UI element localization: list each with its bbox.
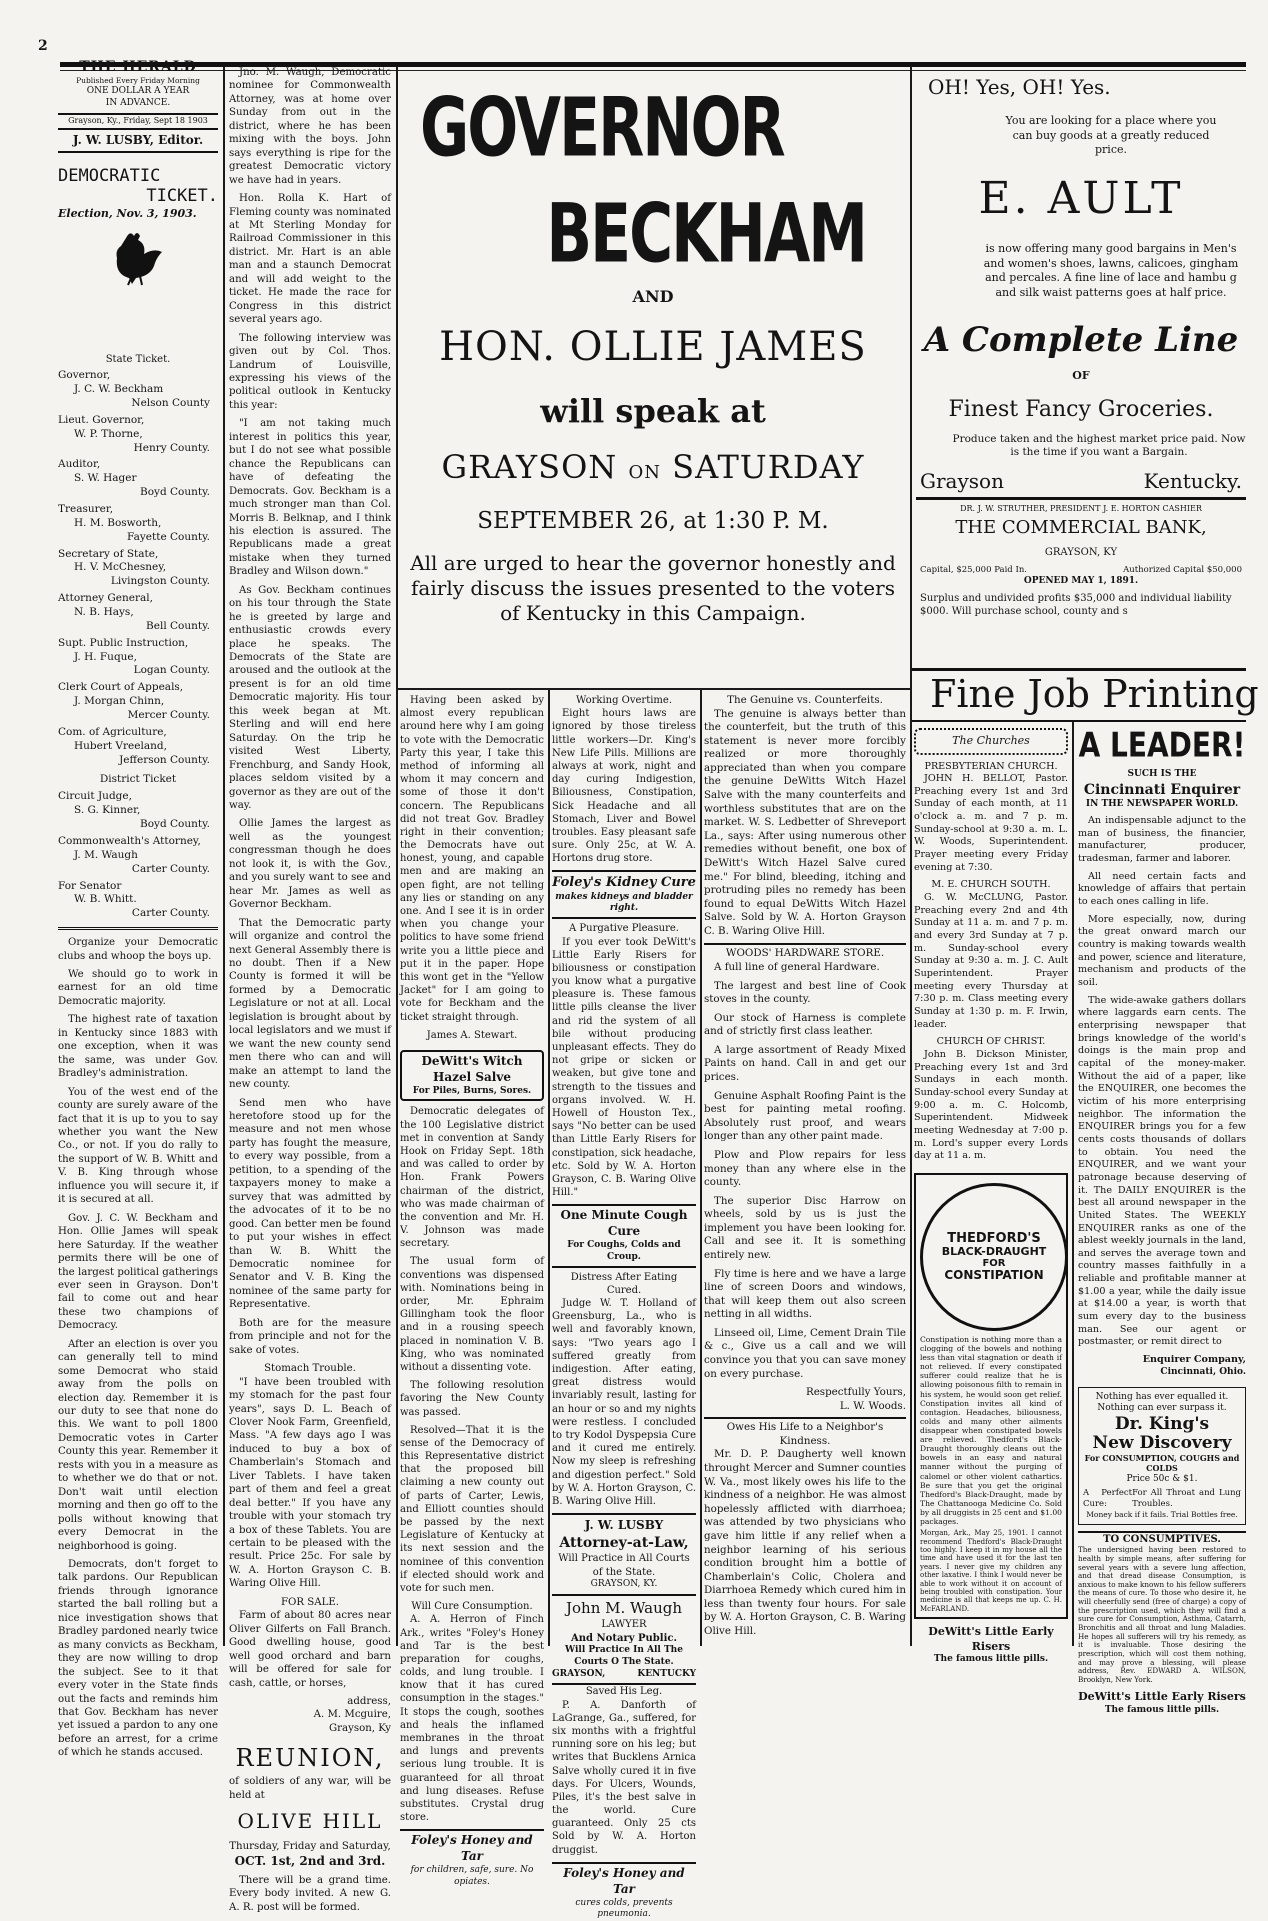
column-rule bbox=[700, 690, 702, 1646]
ticket-entry: Attorney General, N. B. Hays, Bell County. bbox=[58, 592, 210, 632]
woods-title: WOODS' HARDWARE STORE. bbox=[704, 943, 906, 961]
fine-job-printing: Fine Job Printing bbox=[930, 672, 1259, 716]
presbyterian-text: JOHN H. BELLOT, Pastor. Preaching every 1st and 3rd Sunday of each month, at 11 o'clock a. m. and 7 p. m. Sunday-school at 9:30 a. m. L. W. Woods, Superintendent. Prayer meeting every Friday evening at 7:30. bbox=[914, 773, 1068, 873]
ticket-entry: For Senator W. B. Whitt. Carter County. bbox=[58, 879, 210, 920]
column-rule bbox=[910, 66, 912, 1646]
ad-beckham: BECKHAM bbox=[546, 187, 866, 282]
presbyterian-title: PRESBYTERIAN CHURCH. bbox=[924, 760, 1058, 772]
complete-line: A Complete Line bbox=[923, 320, 1239, 361]
woods-paragraph: The largest and best line of Cook stoves in the county. bbox=[704, 979, 906, 1006]
overtime-text: Eight hours laws are ignored by those tireless little workers—Dr. King's New Life Pills. Millions are always at work, night and day curing Indigestion, Biliousness, Constipation, Sick Headache and all Stomach, Liver and Bowel troubles. Easy pleasant safe sure. Only 25c, at W. A. Hortons drug store. bbox=[552, 708, 696, 865]
kentucky-label: Kentucky. bbox=[1143, 469, 1242, 494]
reunion-dates: Thursday, Friday and Saturday, bbox=[229, 1841, 391, 1853]
ticket-title bbox=[58, 167, 218, 206]
rooster-icon bbox=[108, 228, 168, 286]
black-draught-ad bbox=[914, 1173, 1068, 1619]
leader-title: A LEADER! bbox=[1078, 725, 1246, 766]
cure-consumption-text: A. A. Herron of Finch Ark., writes "Foley's Honey and Tar is the best preparation for coughs, colds, and lung trouble. I know that it has cured consumption in the stages." It stops the cough, soothes and heals the inflamed membranes in the throat and lungs and prevents serious lung trouble. It is guaranteed for all throat and lung diseases. Refuse substitutes. Crystal drug store. bbox=[400, 1614, 544, 1824]
dewitt-salve-title: DeWitt's Witch Hazel Salve bbox=[421, 1053, 523, 1084]
paragraph: As Gov. Beckham continues on his tour through the State he is greeted by large and enthusiastic crowds every place he speaks. The Democrats of the State are aroused and the outlook at the present is for an old time Democratic majority. His tour this week began at Mt. Sterling and will end here Saturday. On the trip he visited West Liberty, Frenchburg, and Sandy Hook, places seldom visited by a governor as they are out of the way. bbox=[229, 584, 391, 812]
early-risers-ad-right: DeWitt's Little Early Risers The famous little pills. bbox=[1078, 1690, 1246, 1715]
paragraph: Both are for the measure from principle and not for the sake of votes. bbox=[229, 1317, 391, 1356]
district-ticket-label: District Ticket bbox=[99, 773, 177, 786]
reunion-dates-2: OCT. 1st, 2nd and 3rd. bbox=[234, 1853, 386, 1868]
leg-title: Saved His Leg. bbox=[552, 1683, 696, 1698]
woods-paragraph: Plow and Plow repairs for less money than any where else in the county. bbox=[704, 1148, 906, 1189]
right-top-ads bbox=[916, 74, 1259, 734]
bank-capital-row: Capital, $25,000 Paid In. Authorized Capital $50,000 bbox=[920, 565, 1242, 576]
paragraph: After an election is over you can generally tell to mind some Democrat who staid away from the polls on election day. Remember it is our duty to see that none do this. We want to poll 1800 Democratic votes in Carter County this year. Remember it rests with you in a measure as to whether we do that or not. Don't wait until election morning and then go off to the polls without knowing that every Democrat in the neighborhood is going. bbox=[58, 1338, 218, 1552]
column-2 bbox=[229, 66, 391, 1913]
consumptives-title: TO CONSUMPTIVES. bbox=[1078, 1531, 1246, 1546]
column-3 bbox=[400, 694, 544, 1887]
stomach-title: Stomach Trouble. bbox=[264, 1363, 356, 1375]
ad-will-speak: will speak at bbox=[540, 391, 766, 430]
purgative-title: A Purgative Pleasure. bbox=[569, 923, 679, 935]
spacer bbox=[58, 293, 218, 353]
churches-column bbox=[914, 728, 1068, 1665]
churches-title: The Churches bbox=[914, 728, 1068, 755]
enquirer-column bbox=[1078, 725, 1246, 1715]
paragraph: Democrats, don't forget to talk pardons. Our Republican friends through ignorance started the ball rolling but a nice investigation shows that Bradley pardoned nearly twice as many convicts as Beckham, they are now willing to drop the subject. See to it that every voter in the State finds out the facts and reminds him that Gov. Beckham has never yet issued a pardon to any one before an arrest, for a crime of which he stands accused. bbox=[58, 1559, 218, 1759]
woods-sign: L. W. Woods. bbox=[839, 1399, 906, 1412]
for-sale-title: FOR SALE. bbox=[280, 1596, 340, 1608]
ad-ollie-james: HON. OLLIE JAMES bbox=[439, 324, 867, 371]
leader-company: Enquirer Company, bbox=[1142, 1354, 1246, 1366]
ticket-entry: Com. of Agriculture, Hubert Vreeland, Jefferson County. bbox=[58, 725, 210, 766]
reunion-text: There will be a grand time. Every body invited. A new G. A. R. post will be formed. bbox=[229, 1874, 391, 1913]
stomach-text: "I have been troubled with my stomach for the past four years", says D. L. Beach of Clover Nook Farm, Greenfield, Mass. "A few days ago I was induced to buy a box of Chamberlain's Stomach and Liver Tablets. I have taken part of them and feel a great deal better." If you have any trouble with your stomach try a box of these Tablets. You are certain to be pleased with the result. Price 25c. For sale by W. A. Horton Grayson C. B. Waring Olive Hill. bbox=[229, 1376, 391, 1590]
black-draught-text: Constipation is nothing more than a clogging of the bowels and nothing less than vital stagnation or death if not relieved. If every constipated sufferer could realize that he is allowing poisonous filth to remain in his system, he would soon get relief. Constipation invites all kind of contagion. Headaches, biliousness, colds and many other ailments disappear when constipated bowels are relieved. Thedford's Black-Draught thoroughly cleans out the bowels in an easy and natural manner without the purging of calomel or other violent cathartics. Be sure that you get the original Thedford's Black-Draught, made by The Chattanooga Medicine Co. Sold by all druggists in 25 cent and $1.00 packages. bbox=[920, 1334, 1062, 1527]
ticket-entry: Circuit Judge, S. G. Kinner, Boyd County. bbox=[58, 790, 210, 831]
leader-paragraph: All need certain facts and knowledge of affairs that pertain to each ones calling in life. bbox=[1078, 870, 1246, 908]
genuine-text: The genuine is always better than the counterfeit, but the truth of this statement is never more forcibly realized or more thoroughly appreciated than when you compare the genuine DeWitts Witch Hazel Salve with the many counterfeits and worthless substitutes that are on the market. W. S. Ledbetter of Shreveport La., says: After using numerous other remedies without benefit, one box of DeWitt's Witch Hazel Salve cured me." For blind, bleeding, itching and protruding piles no remedy has been found to equal DeWitts Witch Hazel Salve. Sold by W. A. Horton Grayson C. B. Waring Olive Hill. bbox=[704, 707, 906, 937]
christ-text: John B. Dickson Minister, Preaching every 1st and 3rd Sundays in each month. Sunday-school every Sunday at 9:00 a. m. C. Holcomb, Superintendent. Midweek meeting Wednesday at 7:00 p. m. Lord's supper every Lords day at 11 a. m. bbox=[914, 1048, 1068, 1162]
paragraph: That the Democratic party will organize and control the next General Assembly there is no doubt. Then if a New County is formed it will be formed by a Democratic Legislature or not at all. Local legislation is brought about by local legislators and we must if we want the new county send men there who can and will make an attempt to land the new county. bbox=[229, 917, 391, 1091]
leader-sub: SUCH IS THE bbox=[1127, 768, 1197, 779]
district-ticket-list bbox=[58, 790, 218, 921]
dewitt-salve-ad bbox=[400, 1050, 544, 1102]
leader-paragraph: More especially, now, during the great onward march our country is making towards wealth and power, science and literature, mechanism and products of the soil. bbox=[1078, 913, 1246, 989]
ticket-entry: Commonwealth's Attorney, J. M. Waugh Carter County. bbox=[58, 834, 210, 875]
paragraph: Ollie James the largest as well as the youngest congressman though he does not look it, is with the Gov., and you surely want to see and hear Mr. James as well as Governor Beckham. bbox=[229, 818, 391, 911]
paragraph: "I am not taking much interest in politics this year, but I do not see what possible chance the Republicans can have of defeating the Democrats. Gov. Beckham is a much stronger man than Col. Morris B. Belknap, and I think his election is assured. The Republicans made a great mistake when they turned Bradley and Wilson down." bbox=[229, 418, 391, 578]
ad-urge: All are urged to hear the governor honestly and fairly discuss the issues presented to the voters of Kentucky in this Campaign. bbox=[410, 550, 896, 625]
for-sale-sign: A. M. Mcguire, bbox=[313, 1709, 391, 1721]
paragraph: Resolved—That it is the sense of the Democracy of this Representative district that the proposed bill claiming a new county out of parts of Carter, Lewis, and Elliott counties should be passed by the next Legislature of Kentucky at its next session and the nominee of this convention if elected should work and vote for such men. bbox=[400, 1424, 544, 1594]
cure-consumption-title: Will Cure Consumption. bbox=[411, 1601, 533, 1613]
early-risers-ad-left: DeWitt's Little Early Risers The famous little pills. bbox=[928, 1625, 1054, 1665]
ticket-entry: Auditor, S. W. Hager Boyd County. bbox=[58, 458, 210, 499]
ad-date: SEPTEMBER 26, at 1:30 P. M. bbox=[477, 508, 829, 535]
bank-officers: DR. J. W. STRUTHER, PRESIDENT J. E. HORTON CASHIER bbox=[960, 503, 1202, 513]
foley-honey-ad-2: Foley's Honey and Tar cures colds, prevents pneumonia. bbox=[552, 1862, 696, 1921]
ad-saturday: SATURDAY bbox=[672, 448, 865, 487]
ticket-entry: Clerk Court of Appeals, J. Morgan Chinn, Mercer County. bbox=[58, 681, 210, 722]
bank-place: GRAYSON, KY bbox=[1044, 546, 1118, 558]
woods-paragraph: Linseed oil, Lime, Cement Drain Tile & c., Give us a call and we will convince you that you can save money on every purchase. bbox=[704, 1326, 906, 1380]
ad-and: AND bbox=[632, 287, 674, 306]
kidney-cure-ad: Foley's Kidney Cure makes kidneys and bladder right. bbox=[552, 870, 696, 919]
ad-location bbox=[400, 446, 906, 488]
for-sale-text: Farm of about 80 acres near Oliver Gilferts on Fall Branch. Good dwelling house, good well good orchard and barn will be offered for sale for cash, cattle, or horses, bbox=[229, 1610, 391, 1689]
lusby-card: J. W. LUSBY Attorney-at-Law, Will Practice in All Courts of the State. GRAYSON, KY. bbox=[552, 1513, 696, 1591]
state-ticket-label: State Ticket. bbox=[105, 354, 171, 366]
signature: James A. Stewart. bbox=[426, 1029, 518, 1041]
paragraph: The following interview was given out by Col. Thos. Landrum of Louisville, expressing his views of the political outlook in Kentucky this year: bbox=[229, 332, 391, 411]
woods-paragraph: A full line of general Hardware. bbox=[714, 960, 880, 973]
purgative-text: If you ever took DeWitt's Little Early Risers for biliousness or constipation you know what a purgative pleasure is. These famous little pills cleanse the liver and rid the system of all bile without producing unpleasant effects. They do not gripe or sicken or weaken, but give tone and strength to the tissues and organs involved. W. H. Howell of Houston Tex., says "No better can be used than Little Early Risers for constipation, sick headache, etc. Sold by W. A. Horton Grayson, C. B. Waring Olive Hill." bbox=[552, 936, 696, 1199]
christ-title: CHURCH OF CHRIST. bbox=[936, 1036, 1046, 1048]
masthead bbox=[58, 58, 218, 153]
cough-cure-ad: One Minute Cough Cure For Coughs, Colds and Croup. bbox=[552, 1204, 696, 1267]
section-rule bbox=[912, 720, 1246, 722]
me-south-text: G. W. McCLUNG, Pastor. Preaching every 2nd and 4th Sunday at 11 a. m. and 7 p. m. and every 3rd Sunday at 7 p. m. Sunday-school every Sunday at 9:30 a. m. J. C. Ault Superintendent. Prayer meeting every Thursday at 7:30 p. m. Class meeting every Sunday at 1:30 p. m. F. Irwin, leader. bbox=[914, 892, 1068, 1030]
column-rule bbox=[1072, 720, 1074, 1646]
reunion-sub: of soldiers of any war, will be held at bbox=[229, 1776, 391, 1801]
woods-paragraph: A large assortment of Ready Mixed Paints on hand. Call in and get our prices. bbox=[704, 1043, 906, 1084]
dewitt-salve-sub: For Piles, Burns, Sores. bbox=[412, 1085, 532, 1096]
column-rule bbox=[223, 66, 225, 1646]
column-4 bbox=[552, 694, 696, 1920]
column-rule bbox=[396, 66, 398, 1646]
black-draught-seal: THEDFORD'S BLACK-DRAUGHT FOR CONSTIPATION bbox=[920, 1183, 1068, 1331]
bank-name: THE COMMERCIAL BANK, bbox=[955, 517, 1207, 539]
woods-paragraph: Our stock of Harness is complete and of strictly first class leather. bbox=[704, 1011, 906, 1038]
paragraph: The following resolution favoring the New County was passed. bbox=[400, 1380, 544, 1418]
reunion-place: OLIVE HILL bbox=[237, 1808, 383, 1833]
masthead-price: ONE DOLLAR A YEAR bbox=[86, 86, 190, 97]
ticket-entry: Lieut. Governor, W. P. Thorne, Henry County. bbox=[58, 413, 210, 454]
for-sale-sign: Grayson, Ky bbox=[329, 1722, 391, 1734]
distress-text: Judge W. T. Holland of Greensburg, La., who is well and favorably known, says: "Two years ago I suffered greatly from indigestion. After eating, great distress would invariably result, lasting for an hour or so and my nights were restless. I concluded to try Kodol Dyspepsia Cure and it cured me entirely. Now my sleep is refreshing and digestion perfect." Sold by W. A. Horton Grayson, C. B. Waring Olive Hill. bbox=[552, 1298, 696, 1507]
leg-text: P. A. Danforth of LaGrange, Ga., suffered, for six months with a frightful running sore on his leg; but writes that Bucklens Arnica Salve wholly cured it in five days. For Ulcers, Wounds, Piles, it's the best salve in the world. Cure guaranteed. Only 25 cts Sold by W. A. Horton druggist. bbox=[552, 1699, 696, 1856]
paragraph: The highest rate of taxation in Kentucky since 1883 with one exception, when it was the same, was under Gov. Bradley's administration. bbox=[58, 1014, 218, 1080]
oh-yes: OH! Yes, OH! Yes. bbox=[928, 75, 1111, 99]
woods-sign: Respectfully Yours, bbox=[805, 1386, 906, 1399]
waugh-card: John M. Waugh LAWYER And Notary Public. Will Practice In All The Courts O The State. GRAYSON, KENTUCKY bbox=[552, 1594, 696, 1681]
leader-city: Cincinnati, Ohio. bbox=[1160, 1366, 1246, 1377]
consumptives-text: The undersigned having been restored to health by simple means, after suffering for several years with a severe lung affection, and that dread disease Consumption, is anxious to make known to his fellow sufferers the means of cure. To those who desire it, he will cheerfully send (free of charge) a copy of the prescription used, which they will find a sure cure for Consumption, Asthma, Catarrh, Bronchitis and all throat and lung Maladies. He hopes all sufferers will try his remedy, as it is invaluable. Those desiring the prescription, which will cost them nothing, and may prove a blessing, will please address, Rev. EDWARD A. WILSON, Brooklyn, New York. bbox=[1078, 1545, 1246, 1684]
foley-honey-ad: Foley's Honey and Tar for children, safe, sure. No opiates. bbox=[400, 1829, 544, 1888]
produce-text: Produce taken and the highest market price paid. Now is the time if you want a Bargain. bbox=[952, 432, 1246, 459]
distress-title: Distress After Eating Cured. bbox=[570, 1271, 678, 1296]
owes-title: Owes His Life to a Neighbor's Kindness. bbox=[704, 1417, 906, 1448]
paragraph: Having been asked by almost every republican around here why I am going to vote with the Democratic Party this year, I take this method of informing all whom it may concern and some of those it don't concern. The Republicans did not treat Gov. Bradley right in their convention; the Democrats have out honest, young, and capable men and are making an open fight, are not telling any lies or standing on any one. And I see it is in order when you change your politics to have some friend write you a little piece and put it in the paper. Hope this wont get in the "Yellow Jacket" for I am going to vote for Beckham and the ticket straight through. bbox=[400, 695, 544, 1023]
leader-world: IN THE NEWSPAPER WORLD. bbox=[1085, 799, 1239, 810]
me-south-title: M. E. CHURCH SOUTH. bbox=[931, 879, 1051, 891]
column-rule bbox=[548, 690, 550, 1646]
ticket-entry: Treasurer, H. M. Bosworth, Fayette County. bbox=[58, 503, 210, 543]
dr-king-ad: Nothing has ever equalled it. Nothing can ever surpass it. Dr. King's New Discovery For CONSUMPTION, COUGHS and COLDS Price 50c & $1. A Perfect Cure: For All Throat and Lung Troubles. Money back if it fails. Trial Bottles free. bbox=[1078, 1387, 1246, 1525]
column-1-paragraphs bbox=[58, 936, 218, 1760]
masthead-dateline: Grayson, Ky., Friday, Sept 18 1903 bbox=[58, 113, 218, 130]
bank-surplus: Surplus and undivided profits $35,000 and individual liability $000. Will purchase school, county and s bbox=[920, 593, 1232, 618]
looking-text: You are looking for a place where you can buy goods at a greatly reduced price. bbox=[1005, 114, 1217, 157]
genuine-title: The Genuine vs. Counterfeits. bbox=[727, 694, 883, 706]
paragraph: Gov. J. C. W. Beckham and Hon. Ollie James will speak here Saturday. If the weather permits there will be one of the largest political gatherings ever seen in Grayson. Don't fail to come out and hear these two champions of Democracy. bbox=[58, 1212, 218, 1332]
grayson-kentucky bbox=[916, 468, 1246, 499]
page-number: 2 bbox=[38, 38, 48, 54]
woods-paragraph: Fly time is here and we have a large line of screen Doors and windows, that will keep them out also screen netting in all widths. bbox=[704, 1267, 906, 1321]
for-sale-sign: address, bbox=[347, 1696, 391, 1708]
section-rule bbox=[912, 668, 1246, 671]
paragraph: The usual form of conventions was dispensed with. Nominations being in order, Mr. Ephraim Gillingham took the floor and in a rousing speech placed in nomination V. B. King, who was nominated without a dissenting vote. bbox=[400, 1256, 544, 1373]
ad-governor: GOVERNOR bbox=[420, 81, 784, 176]
column-1 bbox=[58, 58, 218, 1759]
paragraph: Organize your Democratic clubs and whoop the boys up. bbox=[58, 937, 218, 962]
masthead-published: Published Every Friday Morning bbox=[76, 76, 200, 86]
paragraph: You of the west end of the county are surely aware of the fact that it is up to you to say whether you want the New Co., or not. If you do rally to the support of W. B. Whitt and V. B. King through whose influence you will secure it, if it is secured at all. bbox=[58, 1086, 218, 1206]
paragraph: Jno. M. Waugh, Democratic nominee for Commonwealth Attorney, was at home over Sunday from out in the district, where he has been mixing with the boys. John says everything is ripe for the greatest Democratic victory we have had in years. bbox=[229, 67, 391, 186]
bank-opened: OPENED MAY 1, 1891. bbox=[1023, 576, 1139, 587]
masthead-advance: IN ADVANCE. bbox=[105, 98, 171, 109]
woods-paragraph: The superior Disc Harrow on wheels, sold by us is just the implement you have been looking for. Call and see it. It is something entirely new. bbox=[704, 1194, 906, 1261]
ticket-entry: Supt. Public Instruction, J. H. Fuque, Logan County. bbox=[58, 636, 210, 677]
leader-paper: Cincinnati Enquirer bbox=[1083, 781, 1241, 798]
groceries: Finest Fancy Groceries. bbox=[948, 397, 1214, 423]
overtime-title: Working Overtime. bbox=[575, 695, 673, 706]
ad-grayson: GRAYSON bbox=[441, 448, 618, 487]
ticket-election-date: Election, Nov. 3, 1903. bbox=[58, 206, 197, 220]
black-draught-testimonial: Morgan, Ark., May 25, 1901. I cannot recommend Thedford's Black-Draught too highly. I keep it in my house all the time and have used it for the last ten years. I never give my children any other laxative. I think I would never be able to work without it on account of being troubled with constipation. Your medicine is all that keeps me up. C. H. McFARLAND. bbox=[920, 1529, 1062, 1613]
leader-paragraph: The wide-awake gathers dollars where laggards earn cents. The enterprising newspaper that brings knowledge of the world's doings is the main prop and capital of the money-maker. Without the aid of a paper, like the ENQUIRER, one becomes the victim of his more enterprising neighbor. The information the ENQUIRER brings you for a few cents costs thousands of dollars to obtain. You need the ENQUIRER, and we want your patronage because deserving of it. The DAILY ENQUIRER is the best all around newspaper in the United States. The WEEKLY ENQUIRER ranks as one of the ablest weekly journals in the land, and serves the average town and country masses faithfully in a reliable and profitable manner at $1.00 a year, while the daily issue at $14.00 a year, is worth that sum every day to the business man. See our agent or postmaster, or remit direct to bbox=[1078, 994, 1246, 1348]
owes-text: Mr. D. P. Daugherty well known throught Mercer and Sumner counties W. Va., most likely owes his life to the kindness of a neighbor. He was almost hopelessly afflicted with diarrhoea; was attended by two physicians who gave him little if any relief when a neighbor learning of his serious condition brought him a bottle of Chamberlain's Colic, Cholera and Diarrhoea Remedy which cured him in less than twenty four hours. For sale by W. A. Horton Grayson, C. B. Waring Olive Hill. bbox=[704, 1448, 906, 1637]
paragraph: We should go to work in earnest for an old time Democratic majority. bbox=[58, 968, 218, 1007]
store-name: E. AULT bbox=[978, 172, 1184, 224]
column-5 bbox=[704, 694, 906, 1646]
paragraph: Send men who have heretofore stood up for the measure and not men whose party has fought the measure, to every way possible, from a petition, to a spending of the taxpayers money to make a survey that was admitted by the advocates of it to be no good. Can better men be found to put your wishes in effect than W. B. Whitt the Democratic nominee for Senator and V. B. King the nominee of the same party for Representative. bbox=[229, 1097, 391, 1311]
ticket-entry: Governor, J. C. W. Beckham Nelson County bbox=[58, 369, 210, 409]
masthead-editor: J. W. LUSBY, Editor. bbox=[58, 133, 218, 154]
store-offering: is now offering many good bargains in Men's and women's shoes, lawns, calicoes, gingham and percales. A fine line of lace and hambu g and silk waist patterns goes at half price. bbox=[983, 242, 1239, 299]
ad-on: ON bbox=[628, 462, 661, 484]
complete-of: OF bbox=[1072, 368, 1090, 382]
leader-paragraph: An indispensable adjunct to the man of business, the financier, manufacturer, producer, tradesman, farmer and laborer. bbox=[1078, 815, 1246, 865]
state-ticket-list bbox=[58, 369, 218, 767]
ticket-title-line2: TICKET. bbox=[146, 186, 218, 207]
reunion-title: REUNION, bbox=[235, 1744, 385, 1773]
woods-paragraph: Genuine Asphalt Roofing Paint is the best for painting metal roofing. Absolutely rust proof, and wears longer than any other paint made. bbox=[704, 1089, 906, 1143]
governor-ad bbox=[400, 66, 906, 688]
ticket-entry: Secretary of State, H. V. McChesney, Livingston County. bbox=[58, 547, 210, 588]
paragraph: Democratic delegates of the 100 Legislative district met in convention at Sandy Hook on Friday Sept. 18th and was called to order by Hon. Frank Powers chairman of the district, who was made chairman of the convention and Mr. H. V. Johnson was made secretary. bbox=[400, 1106, 544, 1250]
grayson-label: Grayson bbox=[920, 469, 1004, 494]
section-rule bbox=[396, 688, 910, 690]
masthead-title: THE HERALD bbox=[79, 59, 197, 75]
ticket-title-line1: DEMOCRATIC bbox=[58, 166, 161, 187]
paragraph: Hon. Rolla K. Hart of Fleming county was nominated at Mt Sterling Monday for Railroad Commissioner in this district. Mr. Hart is an able man and a staunch Democrat and will add weight to the ticket. He made the race for Congress in this district several years ago. bbox=[229, 193, 391, 326]
rooster-illustration bbox=[58, 227, 218, 287]
